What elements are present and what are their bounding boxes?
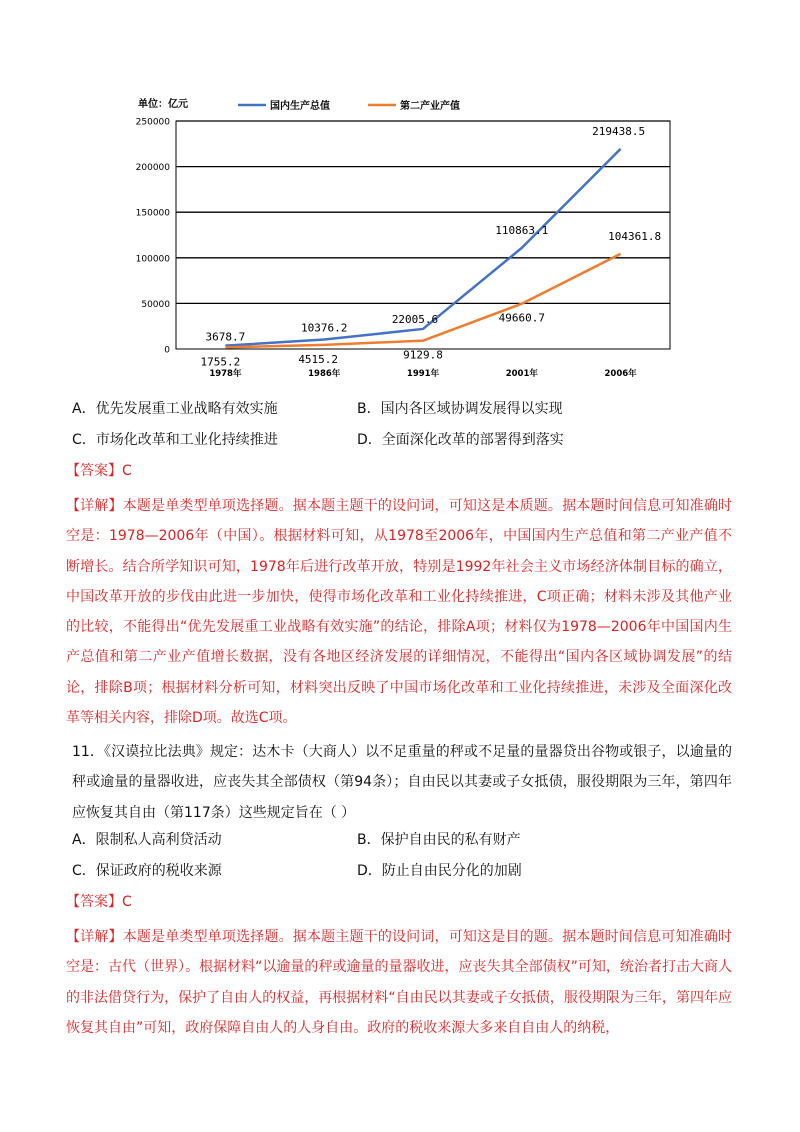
q10-answer	[66, 461, 132, 481]
data-label: 10376.2	[301, 321, 348, 335]
legend-label-secondary: 第二产业产值	[400, 101, 460, 112]
q11-answer-value: C	[122, 894, 132, 910]
q11-stem: 11．《汉谟拉比法典》规定：达木卡（大商人）以不足重量的秤或不足量的量器贷出谷物或银子，以逾量的秤或逾量的量器收进，应丧失其全部债权（第94条）；自由民以其妻或子女抵债，服役期限为三年，第四年应恢复其自由（第117条）这些规定旨在（ ）	[72, 744, 732, 821]
x-tick-label: 1991年	[406, 369, 440, 379]
data-label: 110863.1	[495, 223, 549, 237]
q11-detail-tag: 【详解】	[66, 929, 123, 945]
q11-option-b: B．保护自由民的私有财产	[357, 832, 521, 848]
q11-answer-tag: 【答案】	[66, 894, 122, 910]
q10-option-a: A．优先发展重工业战略有效实施	[72, 401, 278, 417]
data-label: 104361.8	[608, 229, 662, 243]
y-tick-label: 200000	[135, 163, 170, 174]
q11-detail	[66, 922, 732, 1043]
x-tick-label: 2001年	[505, 369, 538, 379]
y-tick-label: 100000	[135, 254, 170, 265]
data-label: 22005.6	[391, 312, 439, 326]
q10-option-d: D．全面深化改革的部署得到落实	[357, 432, 564, 448]
q10-answer-tag: 【答案】	[66, 463, 122, 479]
q11-option-a: A．限制私人高利贷活动	[72, 832, 222, 848]
data-label: 49660.7	[498, 311, 545, 325]
q10-option-c: C．市场化改革和工业化持续推进	[72, 432, 278, 448]
chart-legend	[238, 99, 460, 112]
q10-detail-text: 本题是单类型单项选择题。据本题主题干的设问词，可知这是本质题。据本题时间信息可知准确时空是：1978—2006年（中国）。根据材料可知，从1978至2006年，中国国内生产总值和第二产业产值不断增长。结合所学知识可知，1978年后进行改革开放，特别是1992年社会主义市场经济体制目标的确立，中国改革开放的步伐由此进一步加快，使得市场化改革和工业化持续推进，C项正确；材料未涉及其他产业的比较，不能得出“优先发展重工业战略有效实施”的结论，排除A项；材料仅为1978—2006年中国国内生产总值和第二产业产值增长数据，没有各地区经济发展的详细情况，不能得出“国内各区域协调发展”的结论，排除B项；根据材料分析可知，材料突出反映了中国市场化改革和工业化持续推进，未涉及全面深化改革等相关内容，排除D项。故选C项。	[66, 498, 733, 727]
q11-detail-text: 本题是单类型单项选择题。据本题主题干的设问词，可知这是目的题。据本题时间信息可知准确时空是：古代（世界）。根据材料“以逾量的秤或逾量的量器收进，应丧失其全部债权”可知，统治者打击大商人的非法借贷行为，保护了自由人的权益，再根据材料“自由民以其妻或子女抵债，服役期限为三年，第四年应恢复其自由”可知，政府保障自由人的人身自由。政府的税收来源大多来自自由人的纳税，	[66, 929, 733, 1036]
data-label: 219438.5	[592, 124, 646, 138]
y-tick-label: 150000	[135, 208, 170, 219]
chart-unit-label: 单位：亿元	[138, 99, 188, 110]
y-tick-label: 50000	[141, 299, 170, 310]
q10-detail-tag: 【详解】	[66, 498, 123, 514]
q11-answer	[66, 892, 132, 912]
plot-area	[136, 118, 670, 380]
q10-answer-value: C	[122, 463, 132, 479]
series-line-secondary	[225, 254, 620, 348]
q10-detail	[66, 491, 732, 733]
x-tick-label: 2006年	[604, 369, 637, 379]
q11-option-c: C．保证政府的税收来源	[72, 863, 222, 879]
data-label: 9129.8	[403, 348, 443, 362]
x-tick-label: 1978年	[209, 369, 242, 379]
q10-option-b: B．国内各区域协调发展得以实现	[357, 401, 563, 417]
q11-option-d: D．防止自由民分化的加剧	[357, 863, 522, 879]
data-label: 3678.7	[205, 330, 246, 344]
data-label: 4515.2	[298, 352, 339, 366]
legend-label-gdp: 国内生产总值	[270, 101, 330, 112]
y-tick-label: 0	[164, 345, 170, 356]
y-tick-label: 250000	[135, 117, 170, 128]
gdp-line-chart	[120, 85, 680, 385]
x-tick-label: 1986年	[308, 369, 341, 379]
data-label: 1755.2	[200, 355, 241, 369]
